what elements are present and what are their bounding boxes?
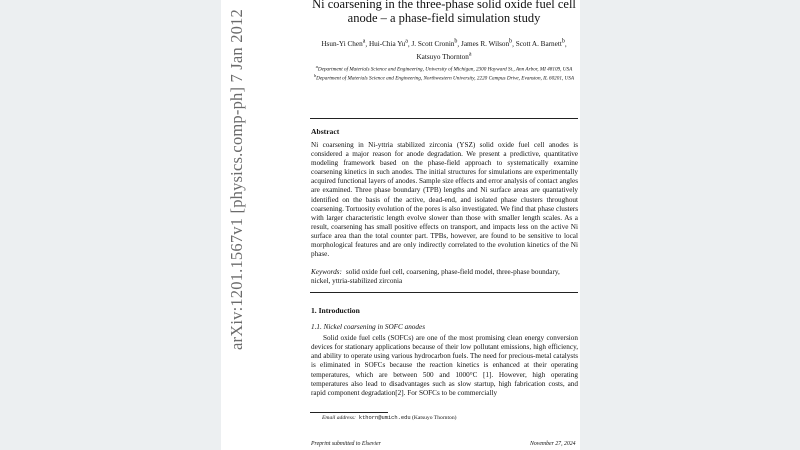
author: Scott A. Barnett$^b$ [515, 39, 565, 49]
keywords [311, 268, 578, 286]
email-owner: (Katsuyo Thornton) [412, 415, 457, 421]
arxiv-stamp-text: arXiv:1201.1567v1 [physics.comp-ph] 7 Jan 2012 [227, 9, 246, 350]
section-heading: 1. Introduction [311, 306, 360, 315]
abstract-top-rule [310, 118, 578, 119]
author-list: Hsun-Yi Chen$^a$, Hui-Chia Yu$^a$, J. Scott Cronin$^b$, James R. Wilson$^b$, Scott A. Barnett$^b$, Katsuyo Thornton$^a$ [321, 39, 567, 61]
author: Hui-Chia Yu$^a$ [368, 39, 408, 49]
abstract-text: Ni coarsening in Ni-yttria stabilized zirconia (YSZ) solid oxide fuel cell anodes is considered a major reason for anode degradation. We present a predictive, quantitative modeling framework based on the phase-field approach to systematically examine coarsening kinetics in such anodes. The initial structures for simulations are experimentally acquired functional layers of anodes. Sample size effects and error analysis of contact angles are examined. Three phase boundary (TPB) lengths and Ni surface areas are quantatively identified on the basis of the active, dead-end, and isolated phase clusters throughout coarsening. Tortuosity evolution of the pores is also investigated. We find that phase clusters with larger characteristic length evolve slower than those with smaller length scales. As a result, coarsening has small positive effects on transport, and impacts less on the active Ni surface area than the total counter part. TPBs, however, are found to be sensitive to local morphological features and are only indirectly correlated to the evolution kinetics of the Ni phase. [311, 141, 578, 259]
email-label: Email address: [322, 415, 356, 421]
affiliation-a: $^a$Department of Materials Science and Engineering, University of Michigan, 2300 Hayward St., Ann Arbor, MI 48109, USA [315, 64, 573, 73]
author: Katsuyo Thornton$^a$ [416, 51, 472, 61]
footnote-rule [310, 412, 388, 413]
footnote [322, 415, 457, 421]
author: J. Scott Cronin$^b$ [411, 39, 458, 49]
abstract-heading: Abstract [311, 127, 340, 136]
author: James R. Wilson$^b$ [461, 39, 513, 49]
keywords-label: Keywords: [311, 268, 342, 276]
affiliations [310, 64, 578, 83]
subsection-heading: 1.1. Nickel coarsening in SOFC anodes [311, 323, 425, 331]
footer-preprint: Preprint submitted to Elsevier [311, 441, 381, 447]
footer-date: November 27, 2024 [530, 441, 576, 447]
abstract-bottom-rule [310, 292, 578, 293]
intro-paragraph: Solid oxide fuel cells (SOFCs) are one of the most promising clean energy conversion devices for stationary applications because of their low pollutant emissions, high efficiency, and ability to operate using various hydrocarbon fuels. The need for precious-metal catalysts is eliminated in SOFCs because the reaction kinetics is enhanced at their operating temperatures, which are between 500 and 1000°C [1]. However, high operating temperatures also lead to disadvantages such as slow startup, high fabrication costs, and rapid component degradation[2]. For SOFCs to be commercially [311, 334, 578, 397]
email-address[interactable]: kthorn@umich.edu [358, 415, 411, 421]
author: Hsun-Yi Chen$^a$ [321, 39, 366, 49]
keywords-text: solid oxide fuel cell, coarsening, phase-field model, three-phase boundary, nickel, yttria-stabilized zirconia [311, 268, 560, 286]
paper-title: Ni coarsening in the three-phase solid oxide fuel cell anode – a phase-field simulation study [312, 0, 576, 25]
affiliation-b: $^b$Department of Materials Science and Engineering, Northwestern University, 2220 Campus Drive, Evanston, IL 60201, USA [313, 73, 575, 83]
